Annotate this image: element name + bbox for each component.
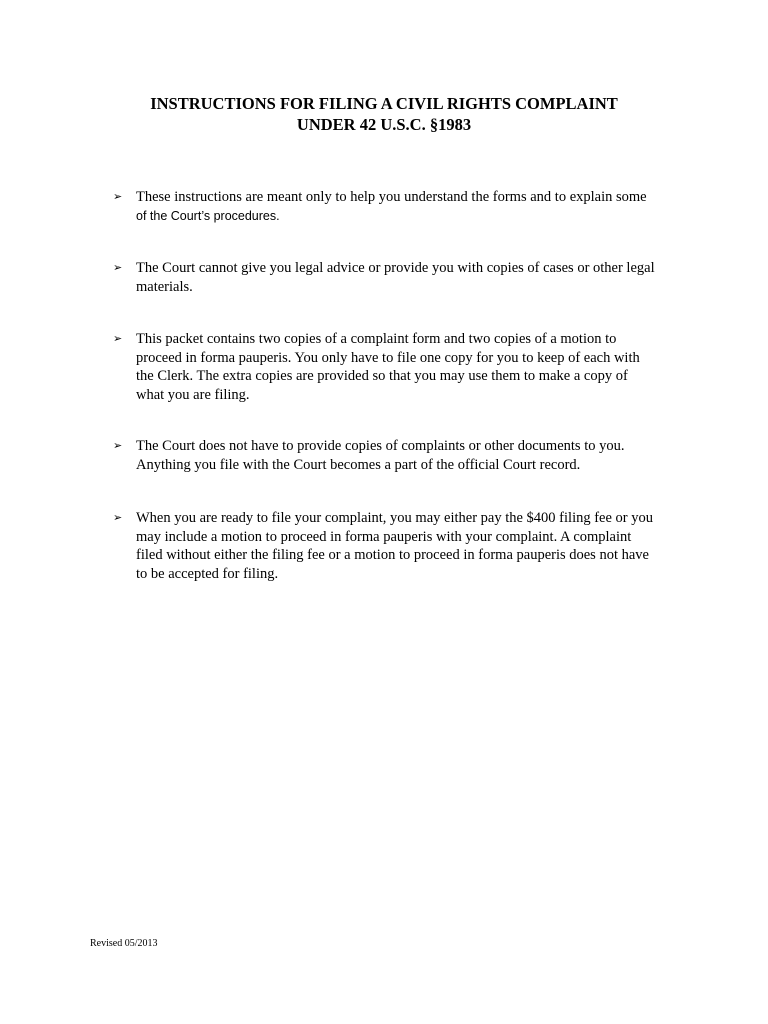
text-line: of the Court’s procedures. [136,208,280,223]
title-line-2: UNDER 42 U.S.C. §1983 [296,115,472,134]
text-line: These instructions are meant only to help you understand the forms and to explain some [136,189,647,205]
instruction-text [136,188,673,225]
page-title [0,93,768,135]
instruction-text [136,259,673,296]
revision-footer: Revised 05/2013 [90,938,158,949]
text-line: to be accepted for filing. [136,565,279,582]
text-line: proceed in forma pauperis. You only have to file one copy for you to keep of each with [136,349,640,366]
text-line: The Court cannot give you legal advice or provide you with copies of cases or other legal [136,260,655,276]
text-line: materials. [136,278,193,295]
arrow-bullet-icon: ➢ [113,261,123,274]
instruction-item-1 [113,188,673,225]
text-line: Anything you file with the Court becomes a part of the official Court record. [136,456,581,473]
instruction-item-3 [113,330,673,404]
text-line: This packet contains two copies of a complaint form and two copies of a motion to [136,331,617,347]
instruction-text [136,330,673,404]
text-line: filed without either the filing fee or a motion to proceed in forma pauperis does not have [136,547,649,563]
text-line: the Clerk. The extra copies are provided so that you may use them to make a copy of [136,368,628,384]
title-line-1: INSTRUCTIONS FOR FILING A CIVIL RIGHTS COMPLAINT [150,94,618,113]
text-line: what you are filing. [136,386,250,403]
arrow-bullet-icon: ➢ [113,511,123,524]
instruction-item-2 [113,259,673,296]
instruction-item-5 [113,509,673,583]
text-line: When you are ready to file your complaint, you may either pay the $400 filing fee or you [136,510,654,526]
arrow-bullet-icon: ➢ [113,439,123,452]
text-line: may include a motion to proceed in forma pauperis with your complaint. A complaint [136,528,632,545]
arrow-bullet-icon: ➢ [113,332,123,345]
instruction-text [136,437,673,474]
arrow-bullet-icon: ➢ [113,190,123,203]
text-line: The Court does not have to provide copies of complaints or other documents to you. [136,438,625,454]
instruction-text [136,509,673,583]
instruction-item-4 [113,437,673,474]
